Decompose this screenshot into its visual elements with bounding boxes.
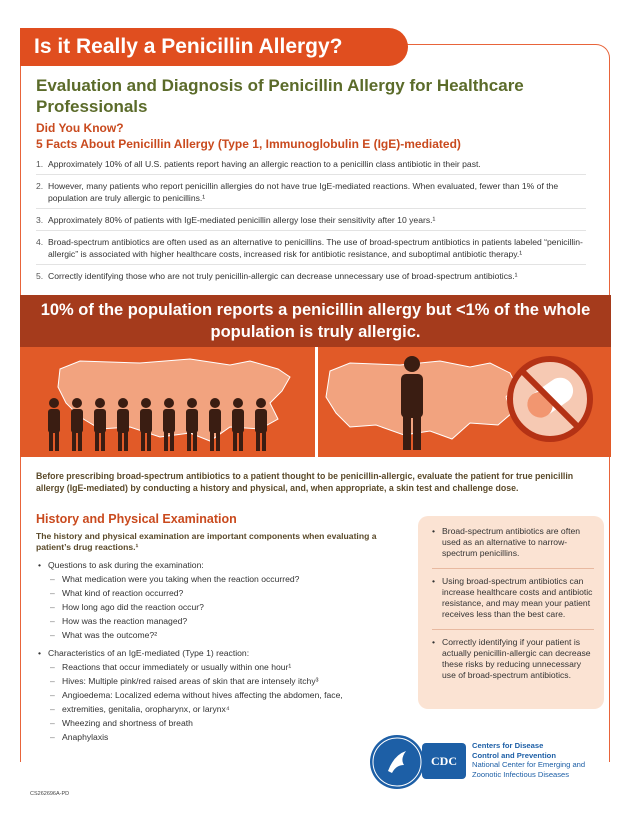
exam-list [36, 558, 406, 744]
fact-item [36, 268, 586, 286]
fact-text: Approximately 10% of all U.S. patients report having an allergic reaction to a penicillin class antibiotic in their past. [48, 159, 481, 169]
title-bar [20, 28, 408, 66]
cdc-footer-logo [370, 735, 600, 789]
population-illustration [20, 347, 611, 457]
fact-text: Broad-spectrum antibiotics are often used as an alternative to penicillins. The use of broad-spectrum antibiotics in patients labeled “penicillin-allergic” is associated with higher healthcare costs, increased risk for antibiotic resistance, and suboptimal antibiotic therapy.¹ [48, 237, 583, 259]
no-pill-icon [510, 359, 590, 439]
question-item: – How long ago did the reaction occur? [36, 600, 406, 614]
cdc-agency-text [472, 741, 600, 779]
fact-number: 4. [36, 237, 44, 247]
did-you-know-heading: Did You Know? [36, 121, 124, 135]
fact-item [36, 234, 586, 265]
fact-number: 2. [36, 181, 44, 191]
questions-label: • Questions to ask during the examination: [36, 558, 406, 572]
characteristic-continuation: extremities, genitalia, oropharynx, or larynx⁴ [62, 704, 230, 714]
cdc-line-1: Centers for Disease [472, 741, 544, 750]
characteristic-item: – Angioedema: Localized edema without hives affecting the abdomen, face, [36, 688, 406, 702]
facts-list [36, 156, 586, 289]
cdc-line-2: Control and Prevention [472, 750, 556, 760]
fact-item [36, 156, 586, 175]
history-intro: The history and physical examination are important components when evaluating a patient’s drug reactions.¹ [36, 531, 377, 552]
fact-text: Correctly identifying those who are not truly penicillin-allergic can decrease unnecessary use of broad-spectrum antibiotics.¹ [48, 271, 518, 281]
characteristic-item-continued [36, 702, 406, 716]
question-item: – What was the outcome?² [36, 628, 406, 642]
cdc-line-3: National Center for Emerging and [472, 760, 586, 769]
question-item: – How was the reaction managed? [36, 614, 406, 628]
question-item: – What kind of reaction occurred? [36, 586, 406, 600]
sidebar-callout [418, 516, 604, 709]
page-subtitle: Evaluation and Diagnosis of Penicillin Allergy for Healthcare Professionals [36, 76, 524, 116]
fact-number: 1. [36, 159, 44, 169]
characteristic-item: – Reactions that occur immediately or usually within one hour¹ [36, 660, 406, 674]
sidebar-item: • Broad-spectrum antibiotics are often used as an alternative to narrow-spectrum penicillins. [432, 526, 594, 559]
fact-number: 5. [36, 271, 44, 281]
sidebar-item: • Correctly identifying if your patient is actually penicillin-allergic can decrease these risks by reducing unnecessary use of broad-spectrum antibiotics. [432, 629, 594, 681]
characteristics-label: • Characteristics of an IgE-mediated (Type 1) reaction: [36, 646, 406, 660]
characteristic-item: – Anaphylaxis [36, 730, 406, 744]
facts-heading: 5 Facts About Penicillin Allergy (Type 1, Immunoglobulin E (IgE)-mediated) [36, 137, 461, 151]
page-title: Is it Really a Penicillin Allergy? [34, 35, 343, 58]
fact-item [36, 212, 586, 231]
document-code: CS262696A-PD [30, 791, 70, 797]
statistic-banner: 10% of the population reports a penicillin allergy but <1% of the whole population is truly allergic. [20, 295, 611, 347]
fact-item [36, 178, 586, 209]
fact-number: 3. [36, 215, 44, 225]
characteristic-item: – Wheezing and shortness of breath [36, 716, 406, 730]
fact-text: Approximately 80% of patients with IgE-mediated penicillin allergy lose their sensitivity after 10 years.¹ [48, 215, 436, 225]
sidebar-item: • Using broad-spectrum antibiotics can increase healthcare costs and antibiotic resistance, and may mean your patient receives less than the best care. [432, 568, 594, 620]
fact-text: However, many patients who report penicillin allergies do not have true IgE-mediated reactions. When evaluated, fewer than 1% of the population are truly allergic to penicillins.¹ [48, 181, 559, 203]
cdc-line-4: Zoonotic Infectious Diseases [472, 769, 570, 779]
characteristic-item: – Hives: Multiple pink/red raised areas of skin that are intensely itchy³ [36, 674, 406, 688]
cdc-logo: CDC [422, 743, 466, 779]
question-item: – What medication were you taking when the reaction occurred? [36, 572, 406, 586]
before-prescribing-paragraph: Before prescribing broad-spectrum antibiotics to a patient thought to be penicillin-allergic, evaluate the patient for true penicillin allergy (IgE-mediated) by conducting a history and physical, and, when appropriate, a skin test and challenge dose. [36, 471, 574, 493]
illustration-divider [315, 347, 318, 457]
history-heading: History and Physical Examination [36, 512, 237, 526]
hhs-seal-icon [370, 735, 424, 789]
